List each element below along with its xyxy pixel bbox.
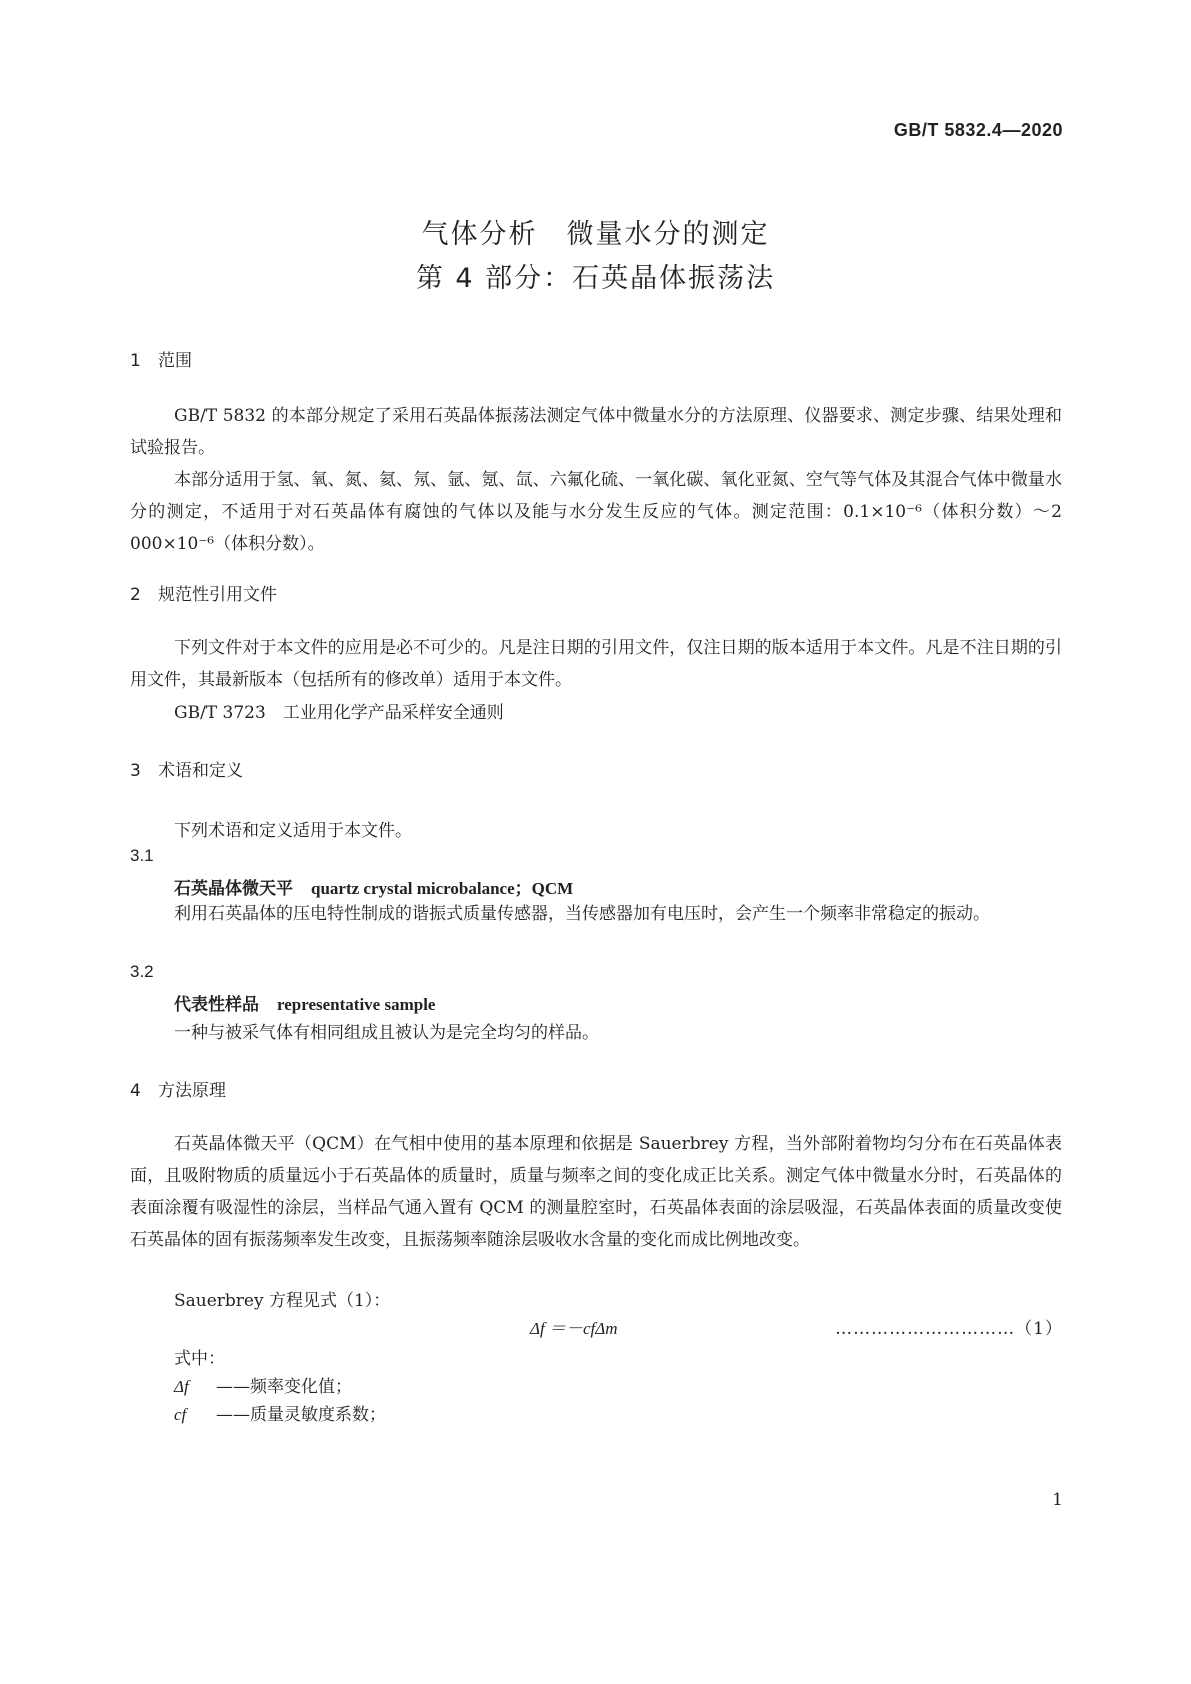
normative-reference: GB/T 3723 工业用化学产品采样安全通则: [174, 703, 504, 723]
section-3-heading: [130, 756, 243, 781]
symbol-definition: [174, 1400, 386, 1425]
term-number: 3.2: [130, 962, 154, 981]
section-1-heading: [130, 346, 192, 371]
section-title: 范围: [158, 351, 192, 371]
symbol-definition: [174, 1372, 352, 1397]
section-number: 4: [130, 1081, 141, 1101]
term-english: quartz crystal microbalance；QCM: [311, 879, 574, 898]
paragraph: 本部分适用于氢、氧、氮、氦、氖、氩、氪、氙、六氟化硫、一氧化碳、氧化亚氮、空气等气体及其混合气体中微量水分的测定，不适用于对石英晶体有腐蚀的气体以及能与水分发生反应的气体。测定范围：0.1×10⁻⁶（体积分数）～2 000×10⁻⁶（体积分数）。: [130, 470, 1062, 554]
where-label: 式中：: [174, 1349, 225, 1369]
paragraph: 石英晶体微天平（QCM）在气相中使用的基本原理和依据是 Sauerbrey 方程，当外部附着物均匀分布在石英晶体表面，且吸附物质的质量远小于石英晶体的质量时，质量与频率之间的变化成正比关系。测定气体中微量水分时，石英晶体的表面涂覆有吸湿性的涂层，当样品气通入置有 QCM 的测量腔室时，石英晶体表面的涂层吸湿，石英晶体表面的质量改变使石英晶体的固有振荡频率发生改变，且振荡频率随涂层吸收水含量的变化而成比例地改变。: [130, 1134, 1062, 1250]
paragraph: GB/T 5832 的本部分规定了采用石英晶体振荡法测定气体中微量水分的方法原理、仪器要求、测定步骤、结果处理和试验报告。: [130, 406, 1062, 458]
formula-number: …………………………（1）: [835, 1319, 1063, 1339]
section-title: 术语和定义: [158, 761, 243, 781]
terms-intro: 下列术语和定义适用于本文件。: [174, 821, 412, 841]
term-definition: 一种与被采气体有相同组成且被认为是完全均匀的样品。: [174, 1023, 599, 1043]
formula: Δf ＝－cfΔm: [530, 1319, 618, 1338]
term-heading: [174, 874, 573, 899]
term-number: 3.1: [130, 846, 154, 865]
page-number: 1: [1052, 1490, 1063, 1510]
section-number: 2: [130, 585, 141, 605]
title-line-2: 第 4 部分：石英晶体振荡法: [415, 263, 776, 294]
symbol: Δf: [174, 1377, 189, 1396]
section-number: 1: [130, 351, 141, 371]
term-english: representative sample: [277, 995, 436, 1014]
term-definition: 利用石英晶体的压电特性制成的谐振式质量传感器，当传感器加有电压时，会产生一个频率非常稳定的振动。: [174, 904, 990, 924]
title-line-1: 气体分析 微量水分的测定: [421, 219, 770, 250]
section-title: 方法原理: [158, 1081, 226, 1101]
symbol: cf: [174, 1405, 187, 1424]
term-heading: [174, 990, 435, 1015]
section-number: 3: [130, 761, 141, 781]
section-2-heading: [130, 580, 277, 605]
symbol-description: ——质量灵敏度系数；: [216, 1405, 386, 1425]
term-chinese: 代表性样品: [174, 995, 259, 1015]
section-title: 规范性引用文件: [158, 585, 277, 605]
section-4-heading: [130, 1076, 226, 1101]
symbol-description: ——频率变化值；: [216, 1377, 352, 1397]
standard-number: GB/T 5832.4—2020: [893, 120, 1063, 140]
paragraph: 下列文件对于本文件的应用是必不可少的。凡是注日期的引用文件，仅注日期的版本适用于本文件。凡是不注日期的引用文件，其最新版本（包括所有的修改单）适用于本文件。: [130, 638, 1062, 690]
equation-intro: Sauerbrey 方程见式（1）：: [174, 1291, 391, 1311]
term-chinese: 石英晶体微天平: [174, 879, 293, 899]
